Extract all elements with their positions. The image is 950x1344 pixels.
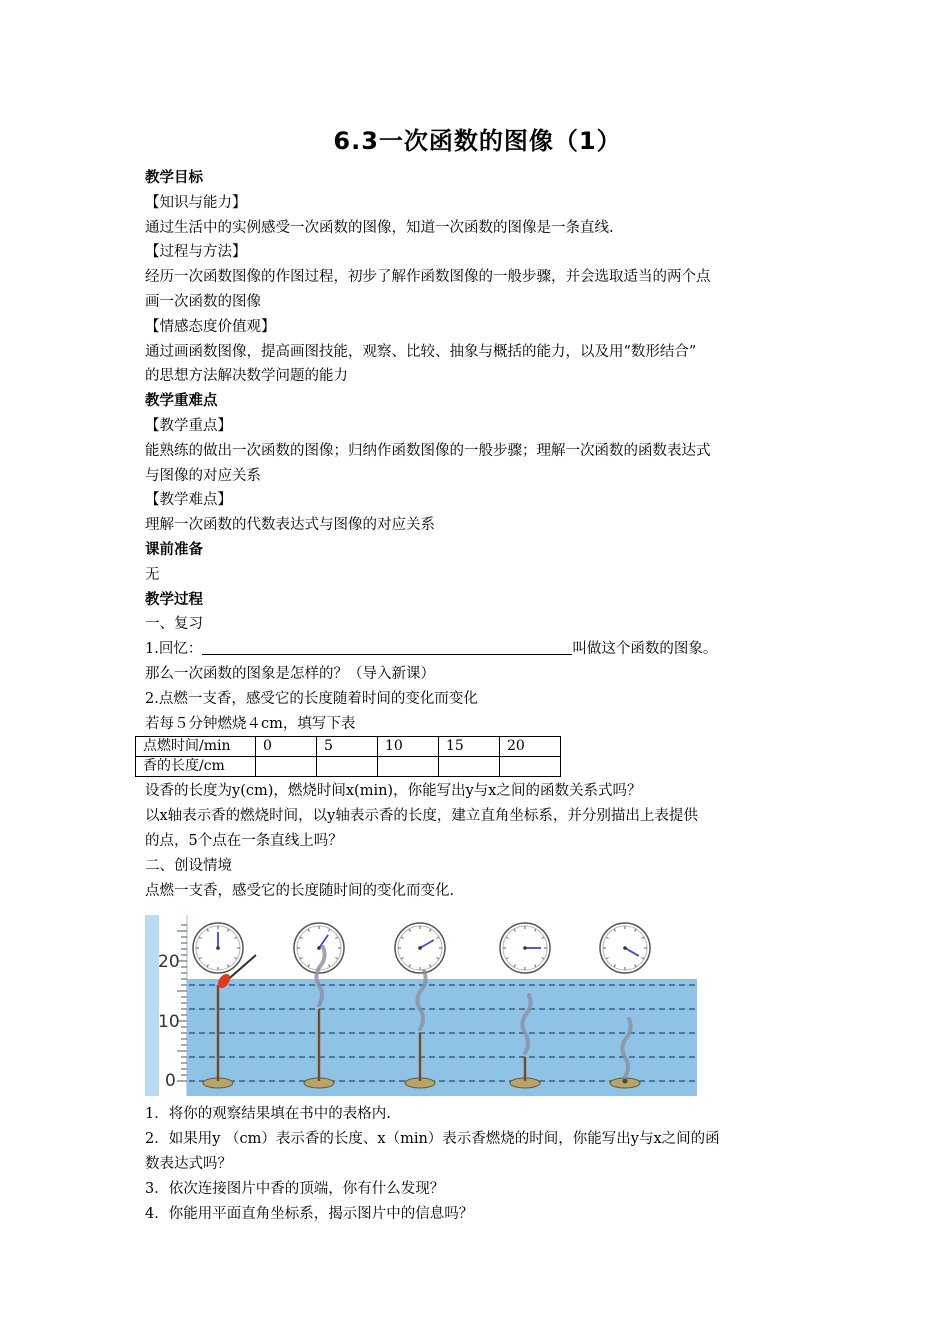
- scenario-heading: 二、创设情境: [145, 857, 232, 874]
- attitude-text-2: 的思想方法解决数学问题的能力: [145, 368, 348, 385]
- table-intro: 若每５分钟燃烧４cm，填写下表: [145, 715, 356, 732]
- document-body: [145, 166, 810, 1226]
- clock-icon: [395, 923, 445, 973]
- recall-question: 那么一次函数的图象是怎样的？（导入新课）: [145, 665, 435, 682]
- left-frame: [145, 915, 159, 1096]
- recall-prefix: 1.回忆：: [145, 641, 203, 658]
- question-2-line-2: 数表达式吗？: [145, 1155, 232, 1172]
- table-header-time: 点燃时间/min: [136, 737, 256, 757]
- attitude-heading: 【情感态度价值观】: [145, 318, 276, 335]
- table-cell-length-4[interactable]: [500, 757, 561, 777]
- question-3: 3．依次连接图片中香的顶端，你有什么发现？: [145, 1180, 445, 1197]
- table-header-length: 香的长度/cm: [136, 757, 256, 777]
- question-4: 4．你能用平面直角坐标系，揭示图片中的信息吗？: [145, 1205, 474, 1222]
- after-table-1: 设香的长度为y(cm)，燃烧时间x(min)，你能写出y与x之间的函数关系式吗？: [145, 783, 642, 800]
- scenario-text: 点燃一支香，感受它的长度随时间的变化而变化.: [145, 882, 455, 899]
- question-1: 1．将你的观察结果填在书中的表格内.: [145, 1106, 391, 1123]
- knowledge-heading: 【知识与能力】: [145, 194, 247, 211]
- after-table-3: 的点，5个点在一条直线上吗？: [145, 832, 343, 849]
- recall-line: [145, 637, 810, 662]
- table-cell-time-0: 0: [256, 737, 317, 757]
- table-cell-time-1: 5: [317, 737, 378, 757]
- review-heading: 一、复习: [145, 616, 203, 633]
- incense-intro: 2.点燃一支香，感受它的长度随着时间的变化而变化: [145, 690, 478, 707]
- knowledge-text: 通过生活中的实例感受一次函数的图像，知道一次函数的图像是一条直线.: [145, 219, 614, 236]
- table-row: [136, 737, 561, 757]
- table-row: [136, 757, 561, 777]
- question-2-line-1: 2．如果用y （cm）表示香的长度、x（min）表示香燃烧的时间，你能写出y与x之间的函: [145, 1131, 720, 1148]
- table-cell-time-3: 15: [439, 737, 500, 757]
- difficulty-heading: 【教学难点】: [145, 492, 232, 509]
- focus-text-2: 与图像的对应关系: [145, 467, 261, 484]
- process-text-1: 经历一次函数图像的作图过程，初步了解作函数图像的一般步骤，并会选取适当的两个点: [145, 269, 711, 286]
- page-title: 6.3一次函数的图像（1）: [333, 127, 622, 155]
- goals-heading: 教学目标: [145, 170, 203, 186]
- keypoints-heading: 教学重难点: [145, 393, 218, 410]
- incense-illustration: [145, 915, 697, 1096]
- clock-icon: [500, 923, 550, 973]
- incense-stub: [623, 1079, 628, 1084]
- clock-icon: [600, 923, 650, 973]
- ruler-label-10: 10: [158, 1012, 180, 1033]
- table-cell-length-2[interactable]: [378, 757, 439, 777]
- procedure-heading: 教学过程: [145, 591, 203, 608]
- recall-blank: [202, 637, 572, 655]
- ruler-label-0: 0: [165, 1071, 176, 1092]
- prep-heading: 课前准备: [145, 541, 203, 558]
- table-cell-length-3[interactable]: [439, 757, 500, 777]
- difficulty-text: 理解一次函数的代数表达式与图像的对应关系: [145, 517, 435, 534]
- recall-suffix: 叫做这个函数的图象。: [572, 641, 718, 658]
- process-heading: 【过程与方法】: [145, 244, 247, 261]
- table-cell-time-4: 20: [500, 737, 561, 757]
- focus-text-1: 能熟练的做出一次函数的图像；归纳作函数图像的一般步骤；理解一次函数的函数表达式: [145, 442, 711, 459]
- process-text-2: 画一次函数的图像: [145, 293, 261, 310]
- after-table-2: 以x轴表示香的燃烧时间，以y轴表示香的长度，建立直角坐标系，并分别描出上表提供: [145, 808, 698, 825]
- table-cell-length-0[interactable]: [256, 757, 317, 777]
- focus-heading: 【教学重点】: [145, 417, 232, 434]
- table-cell-length-1[interactable]: [317, 757, 378, 777]
- burn-table: [135, 736, 561, 777]
- attitude-text-1: 通过画函数图像，提高画图技能，观察、比较、抽象与概括的能力，以及用“数形结合”: [145, 343, 697, 360]
- ruler-label-20: 20: [158, 952, 180, 973]
- table-cell-time-2: 10: [378, 737, 439, 757]
- incense-figure: [145, 915, 697, 1096]
- clock-icon: [193, 923, 243, 973]
- prep-text: 无: [145, 566, 160, 583]
